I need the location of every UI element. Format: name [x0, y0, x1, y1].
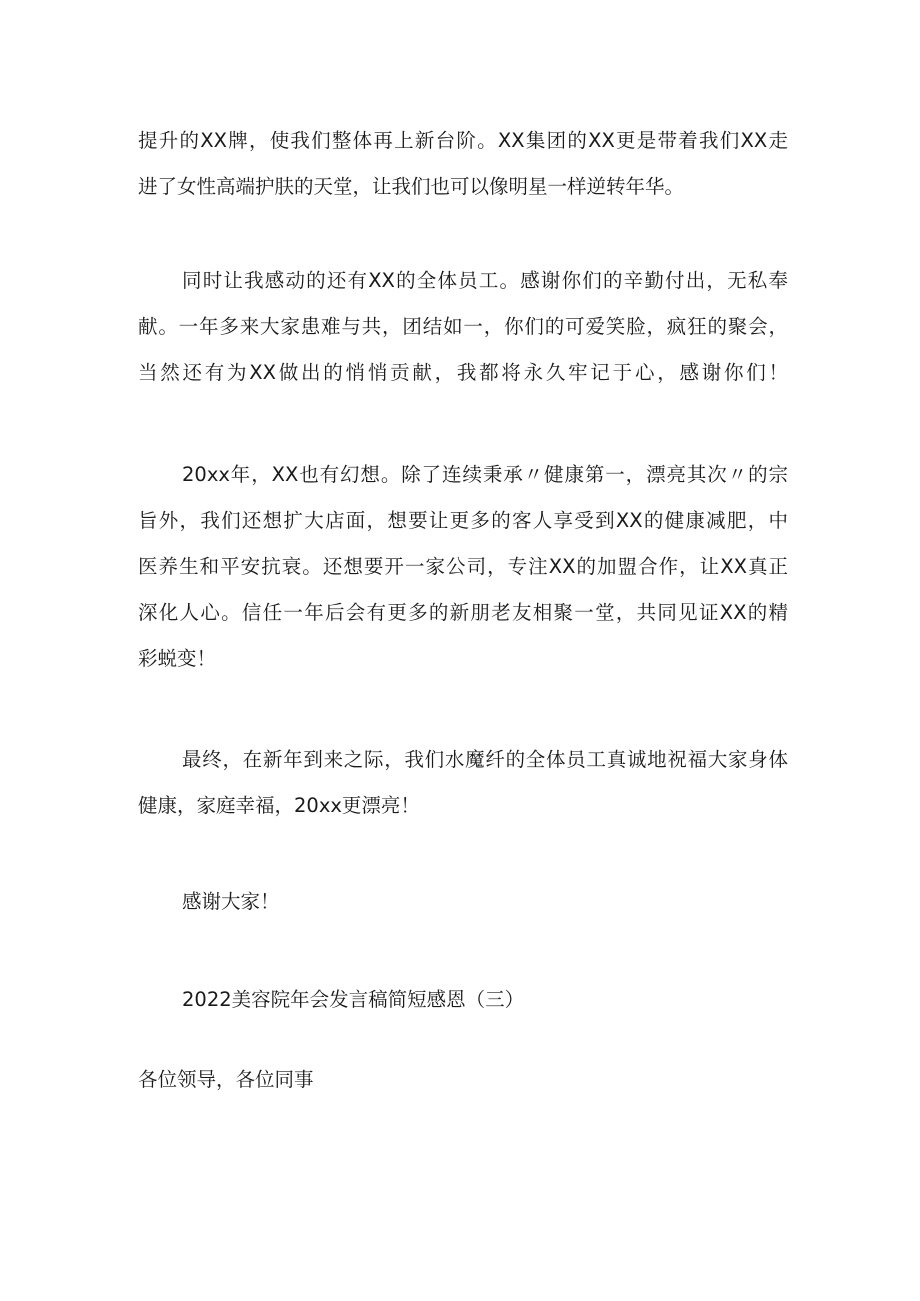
salutation-text: 各位领导，各位同事 — [138, 1068, 314, 1091]
paragraph-line: 旨外，我们还想扩大店面，想要让更多的客人享受到XX的健康减肥，中 — [138, 509, 788, 532]
section-heading — [138, 977, 788, 1023]
paragraph-4 — [138, 737, 788, 829]
paragraph-line: 20xx年，XX也有幻想。除了连续秉承〃健康第一，漂亮其次〃的宗 — [182, 463, 788, 486]
paragraph-3 — [138, 452, 788, 682]
paragraph-1 — [138, 118, 788, 210]
paragraph-line: 最终，在新年到来之际，我们水魔纤的全体员工真诚地祝福大家身体 — [182, 748, 788, 771]
paragraph-line: 提升的XX牌，使我们整体再上新台阶。XX集团的XX更是带着我们XX走 — [138, 129, 788, 152]
paragraph-line: 献。一年多来大家患难与共，团结如一，你们的可爱笑脸，疯狂的聚会， — [138, 315, 788, 338]
paragraph-line: 感谢大家！ — [182, 890, 280, 913]
salutation — [138, 1057, 788, 1103]
paragraph-line: 医养生和平安抗衰。还想要开一家公司，专注XX的加盟合作，让XX真正 — [138, 555, 788, 578]
paragraph-line: 健康，家庭幸福，20xx更漂亮！ — [138, 794, 420, 817]
section-heading-text: 2022美容院年会发言稿简短感恩（三） — [182, 988, 525, 1011]
paragraph-5 — [138, 879, 788, 925]
paragraph-line: 同时让我感动的还有XX的全体员工。感谢你们的辛勤付出，无私奉 — [182, 269, 788, 292]
paragraph-2 — [138, 258, 788, 396]
paragraph-line: 彩蜕变！ — [138, 647, 217, 670]
paragraph-line: 当然还有为XX做出的悄悄贡献，我都将永久牢记于心，感谢你们！ — [138, 361, 788, 384]
paragraph-line: 进了女性高端护肤的天堂，让我们也可以像明星一样逆转年华。 — [138, 175, 685, 198]
paragraph-line: 深化人心。信任一年后会有更多的新朋老友相聚一堂，共同见证XX的精 — [138, 601, 788, 624]
